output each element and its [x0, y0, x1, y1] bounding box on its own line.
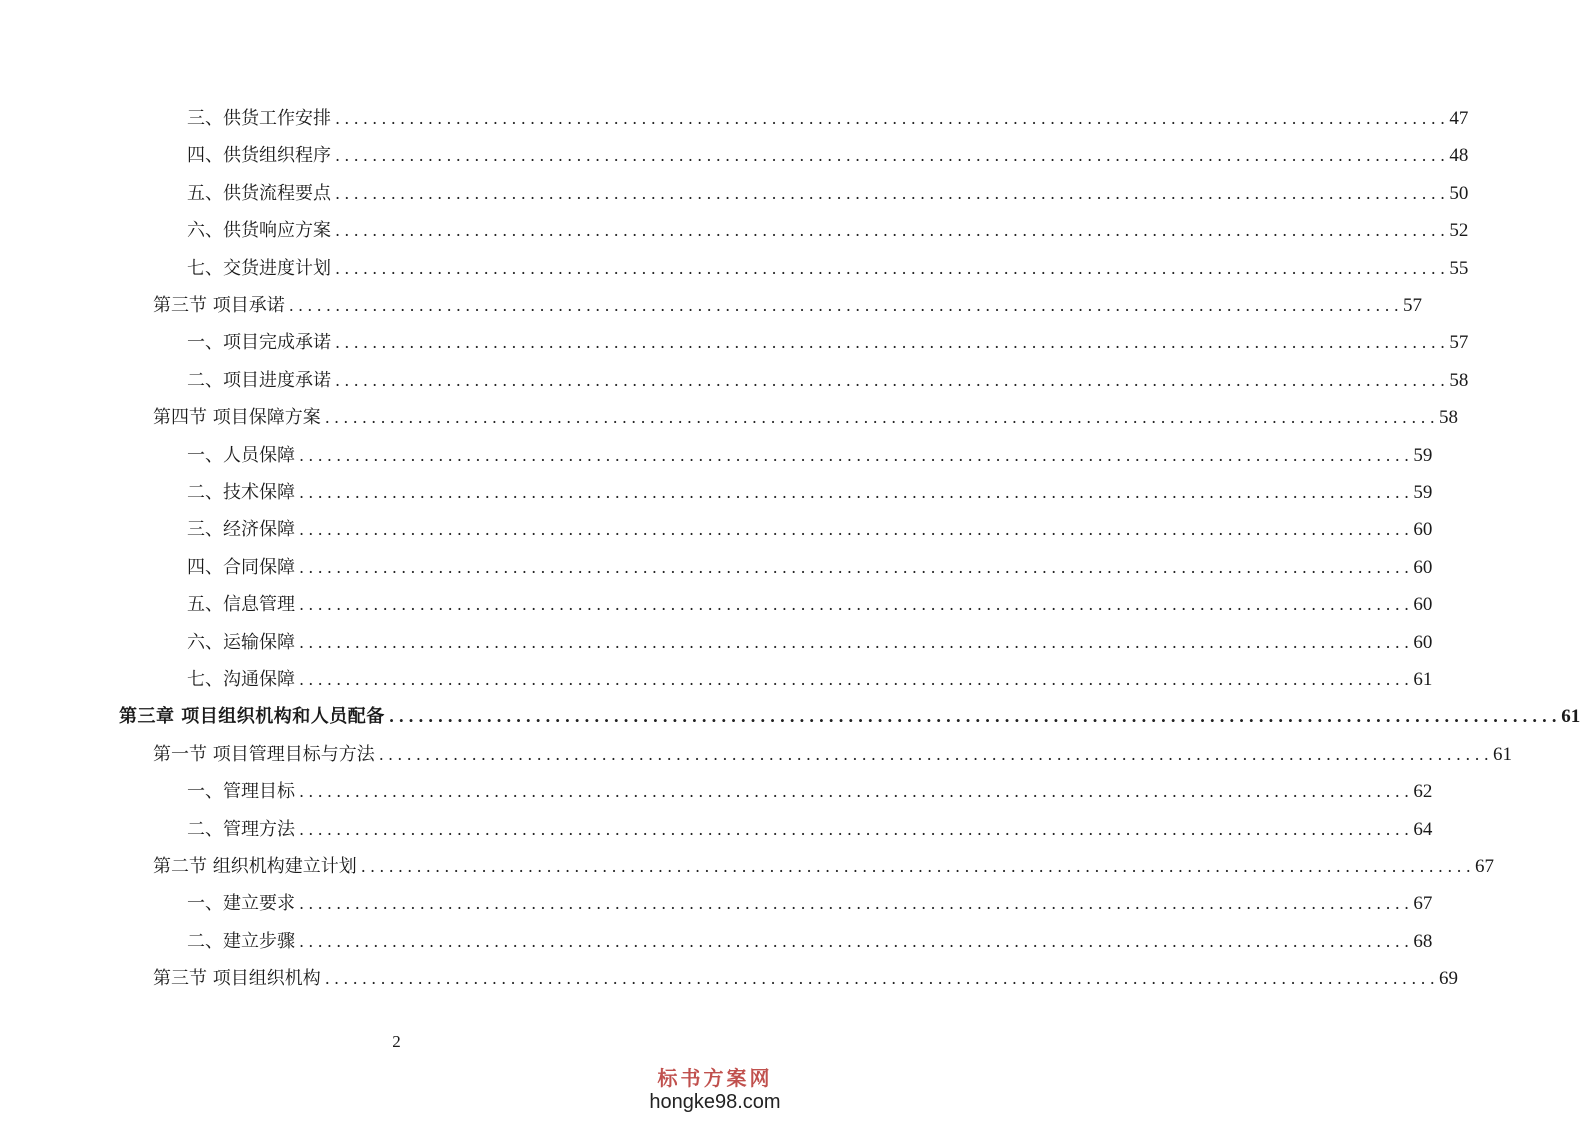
toc-entry-page: 52 — [1449, 220, 1469, 242]
toc-entry-page: 60 — [1413, 631, 1433, 653]
toc-item-entry[interactable] — [187, 661, 1433, 691]
toc-dot-leader: ........................................................................................................................ — [335, 370, 1450, 390]
toc-entry-page: 69 — [1439, 968, 1459, 990]
toc-entry-page: 61 — [1493, 743, 1513, 765]
toc-entry-page: 57 — [1403, 295, 1423, 316]
toc-section-entry[interactable] — [153, 848, 1495, 878]
toc-entry-label: 二、建立步骤 — [187, 930, 295, 952]
toc-section-entry[interactable] — [153, 399, 1459, 429]
toc-dot-leader: ........................................................................................................................ — [299, 670, 1414, 689]
watermark-url: hongke98.com — [649, 1091, 781, 1113]
toc-entry-page: 61 — [1561, 706, 1580, 728]
toc-entry-page: 67 — [1475, 856, 1495, 877]
toc-entry-label: 一、项目完成承诺 — [187, 332, 331, 354]
toc-entry-label: 四、供货组织程序 — [187, 145, 331, 167]
toc-entry-page: 47 — [1449, 108, 1469, 129]
toc-dot-leader: ........................................................................................................................ — [360, 857, 1476, 876]
toc-entry-label: 二、技术保障 — [187, 482, 295, 503]
toc-dot-leader: ........................................................................................................................ — [335, 333, 1450, 353]
toc-entry-label: 第二节 组织机构建立计划 — [153, 856, 357, 877]
toc-dot-leader: ........................................................................................................................ — [299, 445, 1414, 465]
toc-chapter-entry[interactable] — [119, 698, 1580, 728]
toc-item-entry[interactable] — [187, 212, 1469, 242]
toc-section-entry[interactable] — [153, 960, 1459, 990]
toc-entry-label: 第三节 项目组织机构 — [153, 968, 321, 990]
toc-entry-label: 第三章 项目组织机构和人员配备 — [119, 706, 385, 728]
toc-item-entry[interactable] — [187, 437, 1433, 467]
toc-item-entry[interactable] — [187, 175, 1469, 205]
toc-dot-leader: ........................................................................................................................ — [299, 557, 1414, 577]
toc-item-entry[interactable] — [187, 474, 1433, 504]
page-number: 2 — [392, 1032, 401, 1051]
toc-entry-page: 55 — [1449, 257, 1469, 279]
toc-item-entry[interactable] — [187, 885, 1433, 915]
toc-entry-page: 58 — [1449, 369, 1469, 391]
toc-item-entry[interactable] — [187, 362, 1469, 392]
toc-entry-page: 58 — [1439, 407, 1459, 429]
toc-section-entry[interactable] — [153, 736, 1513, 766]
toc-item-entry[interactable] — [187, 549, 1433, 579]
toc-item-entry[interactable] — [187, 923, 1433, 953]
toc-entry-label: 一、管理目标 — [187, 781, 295, 803]
toc-entry-page: 59 — [1413, 444, 1433, 466]
toc-dot-leader: ........................................................................................................................ — [299, 894, 1414, 914]
toc-dot-leader: ........................................................................................................................ — [324, 969, 1440, 989]
toc-dot-leader: ........................................................................................................................ — [299, 632, 1414, 652]
toc-entry-page: 50 — [1449, 182, 1469, 204]
toc-dot-leader: ........................................................................................................................ — [324, 408, 1440, 428]
toc-entry-page: 62 — [1413, 781, 1433, 803]
toc-entry-label: 五、信息管理 — [187, 594, 295, 616]
toc-dot-leader: ........................................................................................................................ — [299, 520, 1414, 540]
toc-dot-leader: ........................................................................................................................ — [335, 221, 1450, 241]
toc-entry-label: 七、沟通保障 — [187, 669, 295, 690]
toc-entry-label: 第一节 项目管理目标与方法 — [153, 743, 375, 765]
toc-entry-label: 六、供货响应方案 — [187, 220, 331, 242]
toc-dot-leader: ........................................................................................................................ — [299, 595, 1414, 615]
toc-entry-page: 60 — [1413, 519, 1433, 541]
toc-entry-page: 61 — [1413, 669, 1433, 690]
toc-entry-page: 60 — [1413, 594, 1433, 616]
toc-entry-page: 57 — [1449, 332, 1469, 354]
toc-dot-leader: ........................................................................................................................ — [335, 258, 1450, 278]
toc-entry-page: 59 — [1413, 482, 1433, 503]
toc-dot-leader: ........................................................................................................................ — [378, 744, 1494, 764]
toc-dot-leader: ........................................................................................................................ — [388, 707, 1562, 727]
toc-entry-page: 67 — [1413, 893, 1433, 915]
watermark-logo — [640, 1066, 790, 1114]
toc-entry-label: 六、运输保障 — [187, 631, 295, 653]
toc-dot-leader: ........................................................................................................................ — [299, 483, 1414, 502]
toc-dot-leader: ........................................................................................................................ — [299, 819, 1414, 839]
toc-dot-leader: ........................................................................................................................ — [288, 296, 1404, 315]
toc-entry-label: 三、经济保障 — [187, 519, 295, 541]
toc-entry-label: 一、建立要求 — [187, 893, 295, 915]
toc-dot-leader: ........................................................................................................................ — [299, 931, 1414, 951]
toc-entry-label: 第三节 项目承诺 — [153, 295, 285, 316]
toc-entry-label: 二、项目进度承诺 — [187, 369, 331, 391]
toc-entry-label: 第四节 项目保障方案 — [153, 407, 321, 429]
toc-entry-label: 四、合同保障 — [187, 556, 295, 578]
toc-dot-leader: ........................................................................................................................ — [299, 782, 1414, 802]
toc-entry-page: 60 — [1413, 556, 1433, 578]
toc-item-entry[interactable] — [187, 586, 1433, 616]
toc-entry-page: 48 — [1449, 145, 1469, 167]
toc-item-entry[interactable] — [187, 137, 1469, 167]
toc-dot-leader: ........................................................................................................................ — [335, 109, 1450, 128]
toc-dot-leader: ........................................................................................................................ — [335, 183, 1450, 203]
watermark-title: 标书方案网 — [657, 1066, 773, 1090]
toc-entry-label: 五、供货流程要点 — [187, 182, 331, 204]
toc-entry-label: 一、人员保障 — [187, 444, 295, 466]
toc-entry-label: 三、供货工作安排 — [187, 108, 331, 129]
toc-item-entry[interactable] — [187, 511, 1433, 541]
toc-item-entry[interactable] — [187, 100, 1469, 130]
toc-section-entry[interactable] — [153, 287, 1423, 317]
toc-entry-page: 64 — [1413, 818, 1433, 840]
toc-item-entry[interactable] — [187, 773, 1433, 803]
toc-item-entry[interactable] — [187, 250, 1469, 280]
toc-entry-label: 七、交货进度计划 — [187, 257, 331, 279]
toc-dot-leader: ........................................................................................................................ — [335, 146, 1450, 166]
toc-item-entry[interactable] — [187, 624, 1433, 654]
toc-item-entry[interactable] — [187, 324, 1469, 354]
toc-entry-page: 68 — [1413, 930, 1433, 952]
toc-entry-label: 二、管理方法 — [187, 818, 295, 840]
toc-item-entry[interactable] — [187, 811, 1433, 841]
